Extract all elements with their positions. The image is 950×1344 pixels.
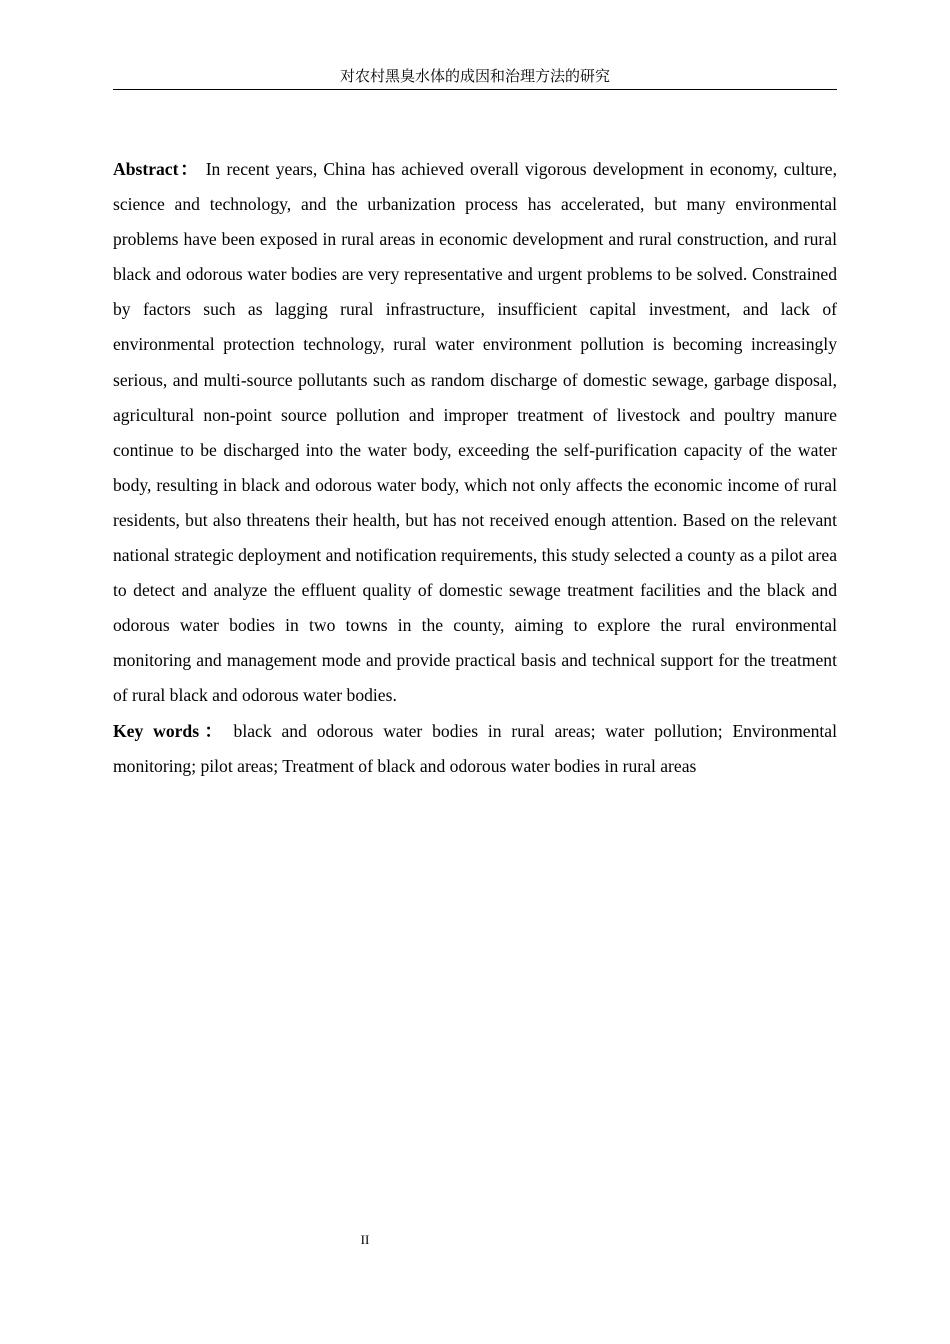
page-header — [113, 66, 837, 90]
abstract-colon: ： — [178, 159, 200, 179]
running-title: 对农村黑臭水体的成因和治理方法的研究 — [339, 69, 610, 85]
abstract-text: In recent years, China has achieved overall vigorous development in economy, culture, science and technology, and the urbanization process has accelerated, but many environmental problems have been exposed in rural areas in economic development and rural construction, and rural black and odorous water bodies are very representative and urgent problems to be solved. Constrained by factors such as lagging rural infrastructure, insufficient capital investment, and lack of environmental protection technology, rural water environment pollution is becoming increasingly serious, and multi-source pollutants such as random discharge of domestic sewage, garbage disposal, agricultural non-point source pollution and improper treatment of livestock and poultry manure continue to be discharged into the water body, exceeding the self-purification capacity of the water body, resulting in black and odorous water body, which not only affects the economic income of rural residents, but also threatens their health, but has not received enough attention. Based on the relevant national strategic deployment and notification requirements, this study selected a county as a pilot area to detect and analyze the effluent quality of domestic sewage treatment facilities and the black and odorous water bodies in two towns in the county, aiming to explore the rural environmental monitoring and management mode and provide practical basis and technical support for the treatment of rural black and odorous water bodies. — [113, 159, 837, 706]
abstract-section — [113, 152, 837, 784]
keywords-paragraph — [113, 714, 837, 784]
page-number: II — [360, 1232, 370, 1247]
keywords-colon: ： — [199, 720, 228, 741]
keywords-text: black and odorous water bodies in rural areas; water pollution; Environmental monitoring; pilot areas; Treatment of black and odorous water bodies in rural areas — [113, 720, 838, 776]
abstract-label: Abstract — [113, 159, 179, 179]
keywords-label: Key words — [113, 720, 200, 741]
abstract-paragraph — [113, 152, 837, 714]
